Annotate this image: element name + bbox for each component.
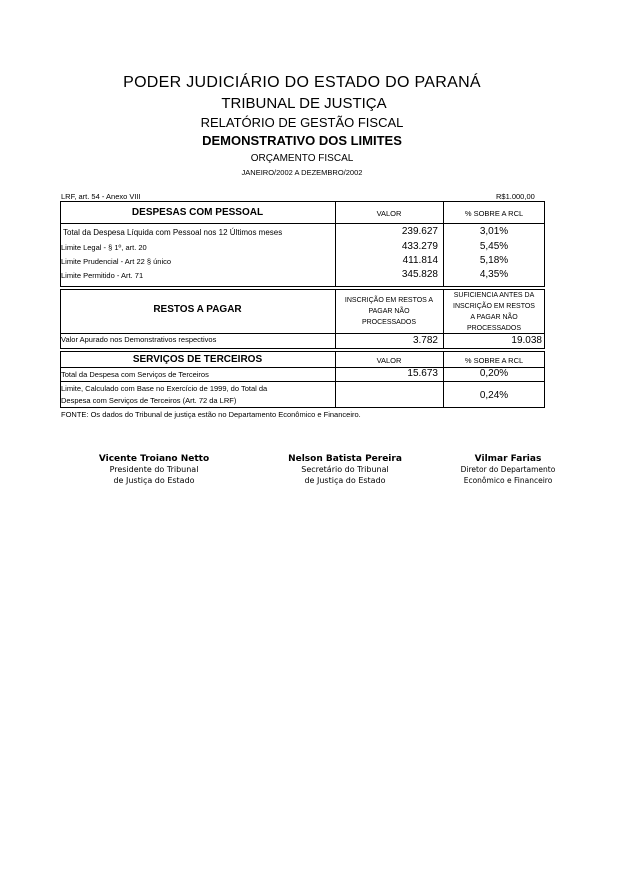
pessoal-row-rcl: 4,35%: [479, 269, 509, 280]
signature-block: [84, 454, 224, 486]
signature-block: [275, 454, 415, 486]
restos-col-inscricao: INSCRIÇÃO EM RESTOS A PAGAR NÃO PROCESSADOS: [344, 297, 434, 326]
terceiros-limit-rcl: 0,24%: [479, 390, 509, 401]
header-period: JANEIRO/2002 A DEZEMBRO/2002: [241, 168, 363, 177]
terceiros-limit-label: Limite, Calculado com Base no Exercício de 1999, do Total da Despesa com Serviços de Terceiros (Art. 72 da LRF): [61, 384, 268, 405]
restos-heading: RESTOS A PAGAR: [153, 304, 242, 315]
pessoal-row-label: Limite Prudencial - Art 22 § único: [61, 257, 172, 266]
header-tribunal: TRIBUNAL DE JUSTIÇA: [221, 95, 387, 112]
pessoal-col-valor: VALOR: [376, 209, 402, 218]
signatory-title: Econômico e Financeiro: [463, 476, 553, 485]
source-note: FONTE: Os dados do Tribunal de justiça estão no Departamento Econômico e Financeiro.: [61, 410, 361, 419]
signatory-title: Presidente do Tribunal: [109, 465, 199, 474]
header-report: RELATÓRIO DE GESTÃO FISCAL: [200, 115, 404, 130]
restos-row-label: Valor Apurado nos Demonstrativos respectivos: [61, 335, 217, 344]
terceiros-row-label: Total da Despesa com Serviços de Terceiros: [61, 370, 209, 379]
signatory-name: Vilmar Farias: [474, 454, 542, 464]
pessoal-col-rcl: % SOBRE A RCL: [464, 209, 524, 218]
signatory-title: de Justiça do Estado: [113, 476, 195, 485]
header-court-name: PODER JUDICIÁRIO DO ESTADO DO PARANÁ: [123, 74, 481, 91]
restos-col-suficiencia: SUFICIENCIA ANTES DA INSCRIÇÃO EM RESTOS A PAGAR NÃO PROCESSADOS: [453, 292, 535, 332]
pessoal-row-label: Limite Permitido - Art. 71: [61, 271, 144, 280]
terceiros-heading: SERVIÇOS DE TERCEIROS: [132, 354, 263, 365]
header-budget: ORÇAMENTO FISCAL: [250, 153, 354, 164]
pessoal-heading: DESPESAS COM PESSOAL: [131, 207, 264, 218]
signatory-name: Nelson Batista Pereira: [288, 454, 402, 464]
restos-row-inscricao: 3.782: [412, 335, 438, 346]
signatory-title: de Justiça do Estado: [304, 476, 386, 485]
pessoal-row-label: Limite Legal - § 1º, art. 20: [61, 243, 147, 252]
terceiros-col-rcl: % SOBRE A RCL: [464, 356, 524, 365]
currency-unit: R$1.000,00: [496, 192, 535, 201]
pessoal-row-valor: 345.828: [401, 269, 438, 280]
pessoal-row-valor: 239.627: [401, 226, 438, 237]
pessoal-row-rcl: 5,18%: [479, 255, 509, 266]
pessoal-row-rcl: 3,01%: [479, 226, 509, 237]
pessoal-row-rcl: 5,45%: [479, 241, 509, 252]
terceiros-row-rcl: 0,20%: [479, 368, 509, 379]
header-title: DEMONSTRATIVO DOS LIMITES: [202, 133, 402, 148]
restos-row-suficiencia: 19.038: [511, 335, 542, 346]
terceiros-col-valor: VALOR: [376, 356, 402, 365]
pessoal-row-valor: 433.279: [401, 241, 438, 252]
pessoal-row-valor: 411.814: [402, 255, 438, 266]
law-reference: LRF, art. 54 - Anexo VIII: [61, 192, 141, 201]
signatory-title: Diretor do Departamento: [460, 465, 556, 474]
signature-block: [438, 454, 578, 486]
pessoal-row-label: Total da Despesa Líquida com Pessoal nos 12 Últimos meses: [63, 228, 283, 237]
signatory-name: Vicente Troiano Netto: [98, 454, 210, 464]
terceiros-row-valor: 15.673: [407, 368, 438, 379]
signatory-title: Secretário do Tribunal: [301, 465, 389, 474]
